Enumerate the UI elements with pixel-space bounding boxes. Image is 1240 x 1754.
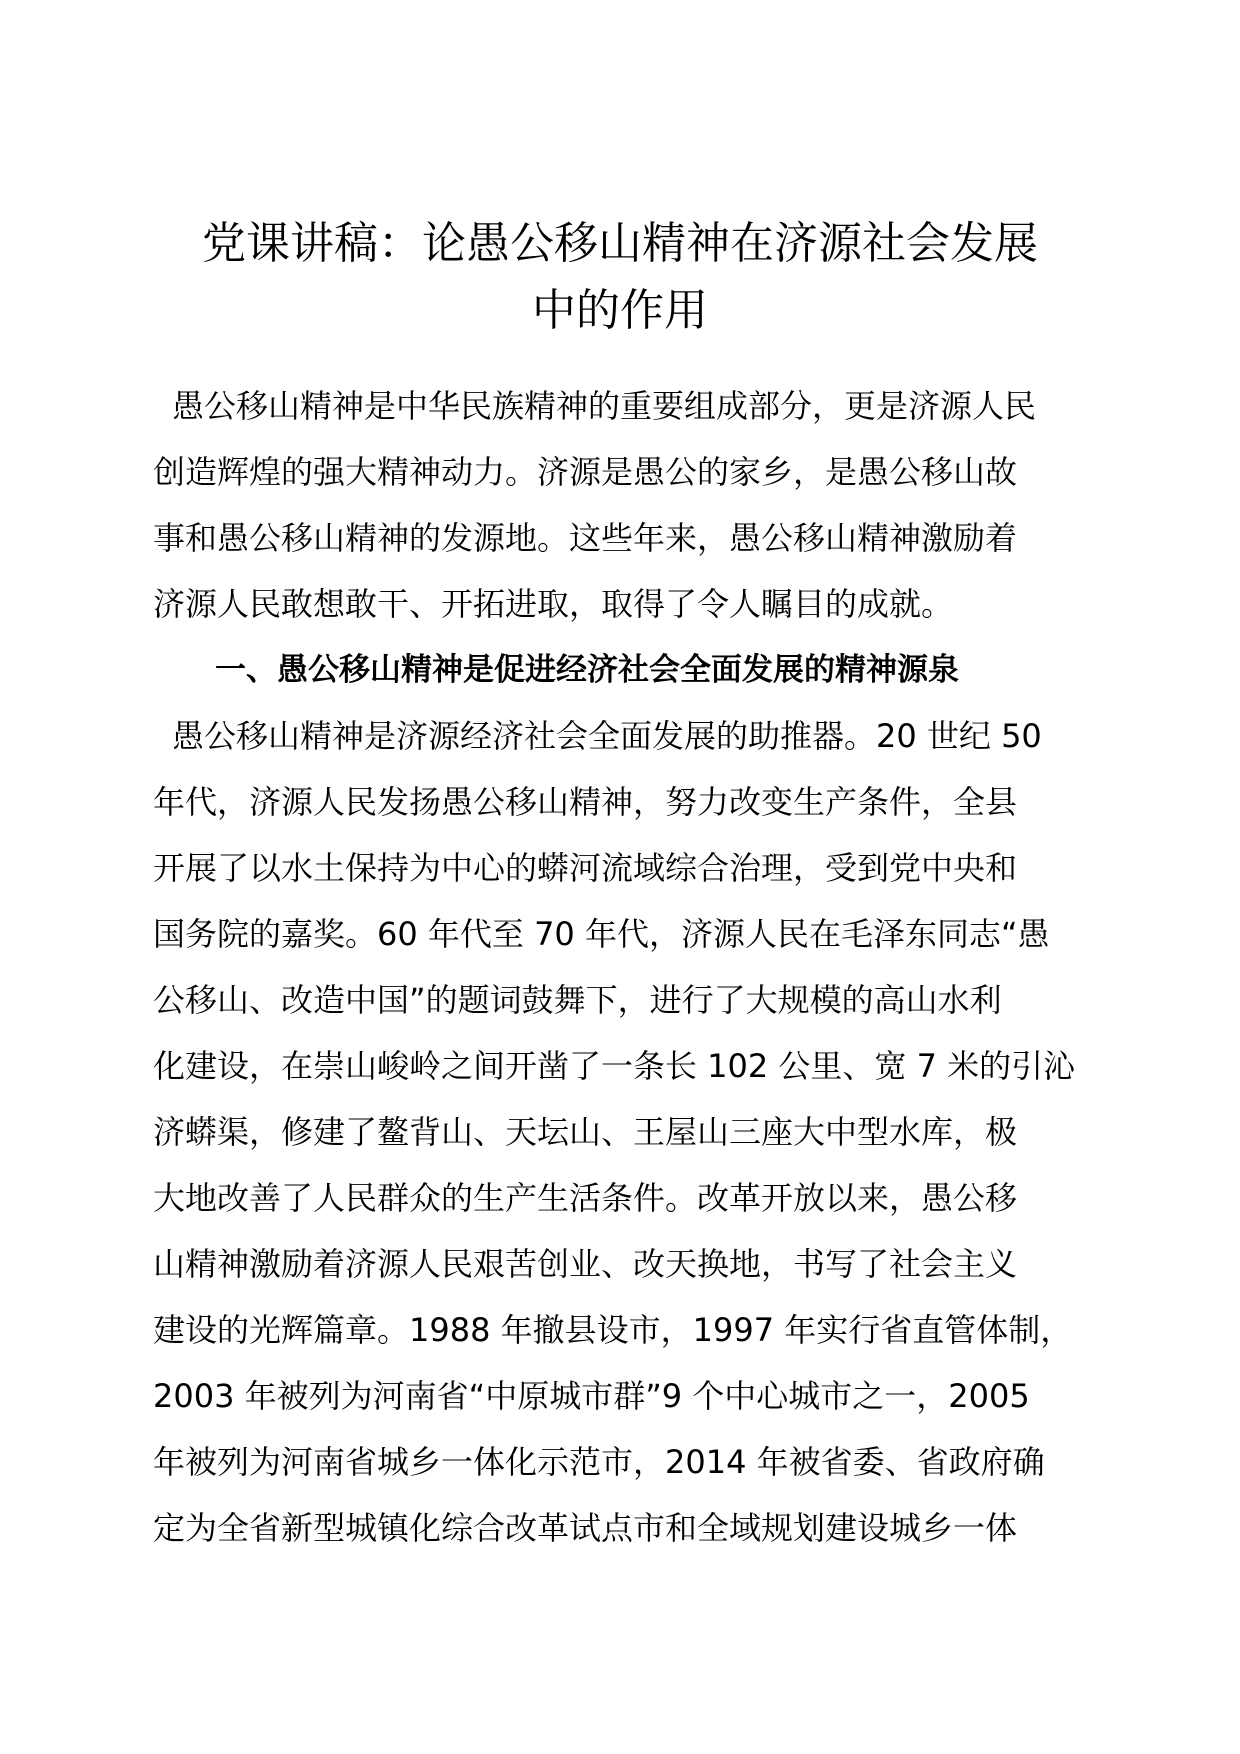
paragraph-line: 国务院的嘉奖。60 年代至 70 年代，济源人民在毛泽东同志“愚 <box>153 915 1050 953</box>
section-heading: 一、愚公移山精神是促进经济社会全面发展的精神源泉 <box>215 652 959 688</box>
paragraph-line: 创造辉煌的强大精神动力。济源是愚公的家乡，是愚公移山故 <box>153 453 1018 491</box>
paragraph-line: 山精神激励着济源人民艰苦创业、改天换地，书写了社会主义 <box>153 1245 1018 1283</box>
paragraph-line: 愚公移山精神是中华民族精神的重要组成部分，更是济源人民 <box>172 387 1037 425</box>
paragraph-line: 年被列为河南省城乡一体化示范市，2014 年被省委、省政府确 <box>153 1443 1045 1481</box>
paragraph-line: 化建设，在崇山峻岭之间开凿了一条长 102 公里、宽 7 米的引沁 <box>153 1047 1076 1085</box>
paragraph-line: 愚公移山精神是济源经济社会全面发展的助推器。20 世纪 50 <box>172 717 1042 755</box>
paragraph-line: 2003 年被列为河南省“中原城市群”9 个中心城市之一，2005 <box>153 1377 1030 1415</box>
paragraph-line: 事和愚公移山精神的发源地。这些年来，愚公移山精神激励着 <box>153 519 1018 557</box>
paragraph-line: 公移山、改造中国”的题词鼓舞下，进行了大规模的高山水利 <box>153 981 1002 1019</box>
paragraph-line: 开展了以水土保持为中心的蟒河流域综合治理，受到党中央和 <box>153 849 1018 887</box>
paragraph-line: 大地改善了人民群众的生产生活条件。改革开放以来，愚公移 <box>153 1179 1018 1217</box>
paragraph-line: 济蟒渠，修建了鳌背山、天坛山、王屋山三座大中型水库，极 <box>153 1113 1018 1151</box>
document-title-line-1 <box>150 214 1090 274</box>
paragraph-line: 济源人民敢想敢干、开拓进取，取得了令人瞩目的成就。 <box>153 585 954 623</box>
paragraph-line: 年代，济源人民发扬愚公移山精神，努力改变生产条件，全县 <box>153 783 1018 821</box>
section-paragraph <box>153 703 1088 1561</box>
intro-paragraph <box>153 373 1088 637</box>
document-title-line-2 <box>150 281 1090 341</box>
title-text-line-2: 中的作用 <box>532 285 708 336</box>
title-text-line-1: 党课讲稿：论愚公移山精神在济源社会发展 <box>202 218 1038 269</box>
paragraph-line: 建设的光辉篇章。1988 年撤县设市，1997 年实行省直管体制， <box>153 1311 1073 1349</box>
paragraph-line: 定为全省新型城镇化综合改革试点市和全域规划建设城乡一体 <box>153 1509 1018 1547</box>
